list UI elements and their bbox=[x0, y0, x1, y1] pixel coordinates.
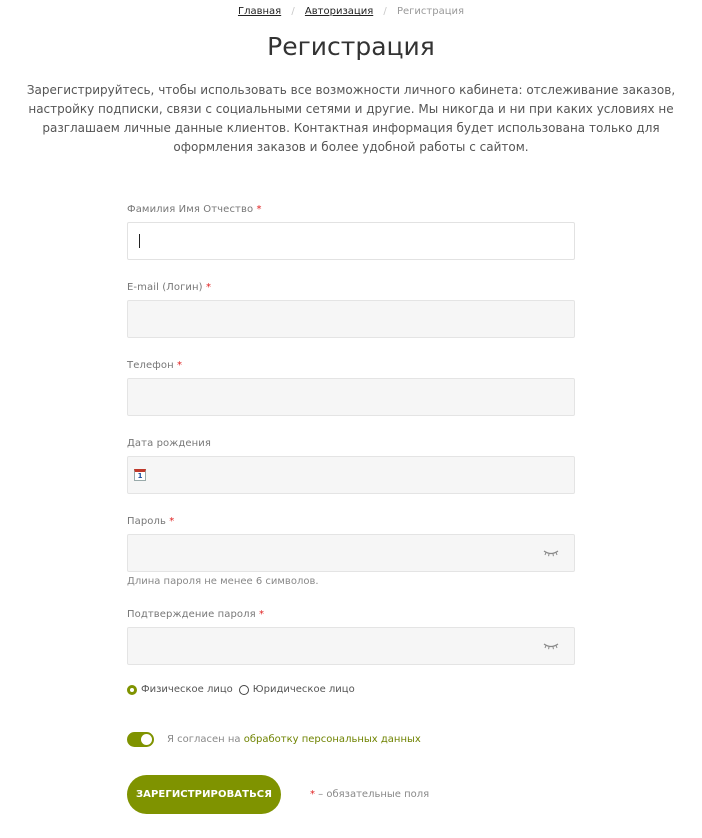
radio-legal-entity[interactable] bbox=[239, 684, 355, 695]
breadcrumb-current: Регистрация bbox=[396, 6, 465, 17]
eye-closed-icon[interactable] bbox=[543, 548, 559, 558]
breadcrumb-separator: / bbox=[383, 6, 387, 17]
person-type-group bbox=[127, 684, 361, 695]
phone-label bbox=[127, 359, 182, 373]
required-star: * bbox=[177, 360, 183, 371]
required-star: * bbox=[205, 282, 212, 293]
required-fields-note bbox=[310, 789, 429, 800]
breadcrumb-authorization[interactable]: Авторизация bbox=[304, 6, 374, 17]
required-star: * bbox=[169, 516, 175, 527]
phone-label-text: Телефон bbox=[127, 360, 174, 371]
phone-input[interactable] bbox=[127, 378, 575, 416]
radio-unchecked-icon[interactable] bbox=[239, 685, 249, 695]
password-hint: Длина пароля не менее 6 символов. bbox=[127, 576, 319, 587]
birthdate-label-text: Дата рождения bbox=[127, 438, 211, 449]
radio-checked-icon[interactable] bbox=[127, 685, 137, 695]
fullname-label bbox=[127, 203, 262, 217]
email-label-text: E-mail (Логин) bbox=[127, 282, 203, 293]
birthdate-label bbox=[127, 437, 211, 451]
radio-legal-entity-label: Юридическое лицо bbox=[252, 684, 355, 695]
fullname-label-text: Фамилия Имя Отчество bbox=[127, 204, 254, 215]
breadcrumb-separator: / bbox=[291, 6, 295, 17]
register-button[interactable]: ЗАРЕГИСТРИРОВАТЬСЯ bbox=[127, 775, 281, 814]
consent-toggle[interactable] bbox=[127, 732, 154, 747]
password-input[interactable] bbox=[127, 534, 575, 572]
eye-closed-icon[interactable] bbox=[543, 641, 559, 651]
password-label-text: Пароль bbox=[127, 516, 166, 527]
toggle-knob bbox=[141, 734, 152, 745]
required-star: * bbox=[256, 204, 262, 215]
personal-data-link[interactable]: обработку персональных данных bbox=[243, 734, 421, 745]
breadcrumb bbox=[0, 5, 702, 19]
calendar-icon[interactable]: 1 bbox=[134, 469, 146, 481]
confirm-password-label bbox=[127, 608, 264, 622]
confirm-password-input[interactable] bbox=[127, 627, 575, 665]
email-label bbox=[127, 281, 211, 295]
required-star: * bbox=[310, 789, 315, 800]
required-note-text: – обязательные поля bbox=[315, 789, 430, 800]
text-caret bbox=[139, 234, 140, 248]
consent-text: Я согласен на bbox=[167, 734, 244, 745]
email-input[interactable] bbox=[127, 300, 575, 338]
birthdate-input[interactable] bbox=[127, 456, 575, 494]
password-label bbox=[127, 515, 174, 529]
confirm-password-label-text: Подтверждение пароля bbox=[127, 609, 256, 620]
radio-individual-label: Физическое лицо bbox=[141, 684, 233, 695]
fullname-input[interactable] bbox=[127, 222, 575, 260]
required-star: * bbox=[259, 609, 265, 620]
consent-row bbox=[127, 732, 421, 747]
intro-text: Зарегистрируйтесь, чтобы использовать все возможности личного кабинета: отслеживание заказов, настройку подписки, связи с социальными сетями и другие. Мы никогда и ни при каких условиях не разглашаем личные данные клиентов. Контактная информация будет использована только для оформления заказов и более удобной работы с сайтом. bbox=[26, 83, 676, 154]
page-title: Регистрация bbox=[267, 32, 435, 61]
breadcrumb-home[interactable]: Главная bbox=[237, 6, 282, 17]
radio-individual[interactable] bbox=[127, 684, 233, 695]
